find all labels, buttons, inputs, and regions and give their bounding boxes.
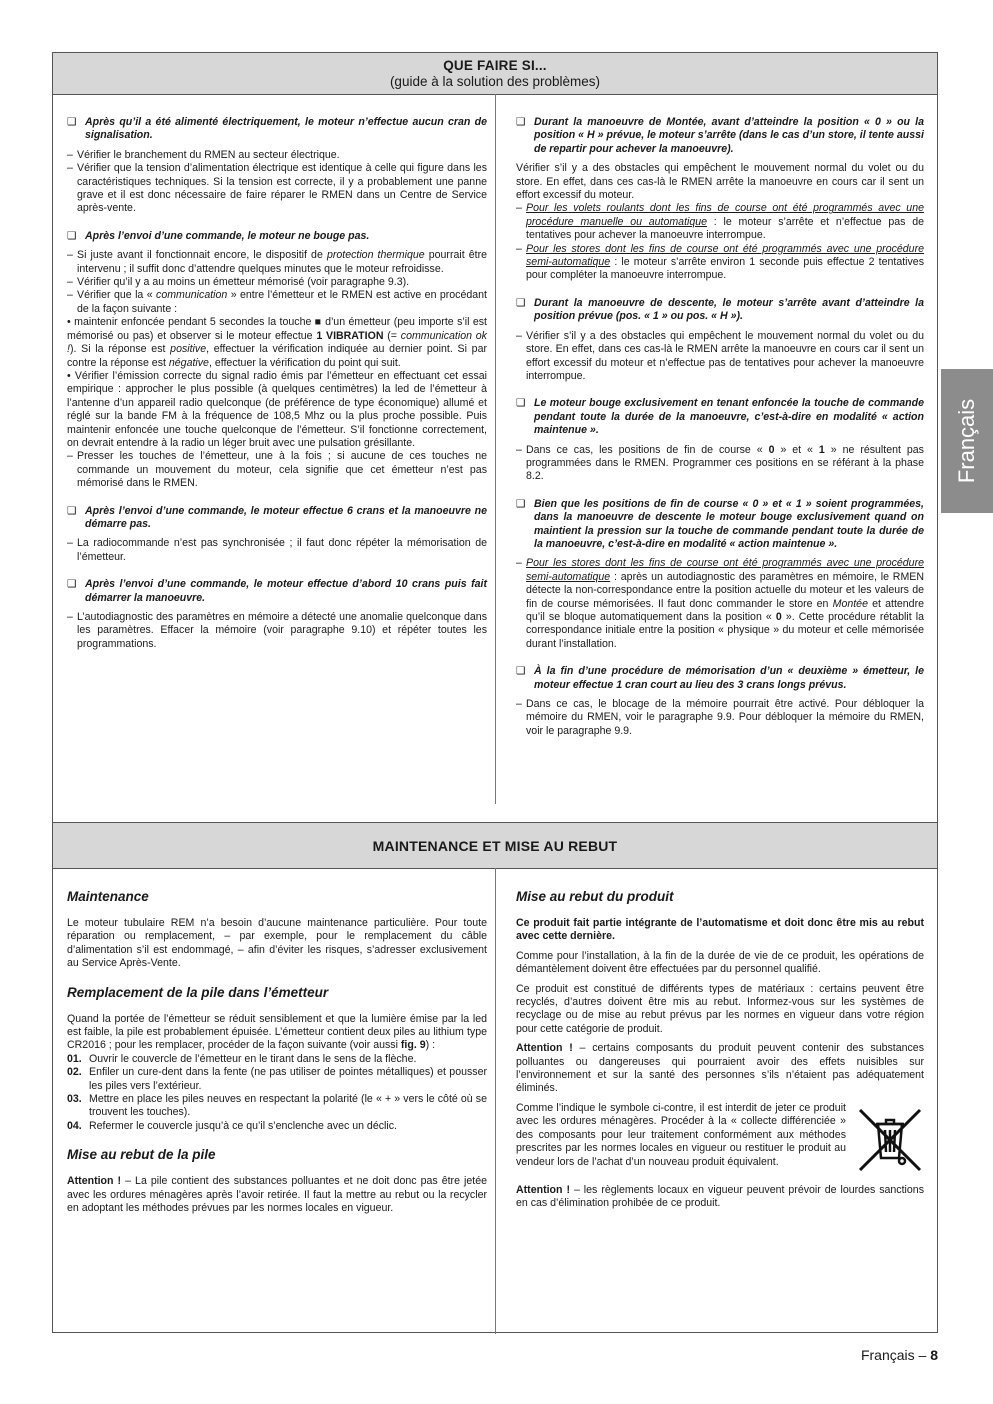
numbered-step: 01. Ouvrir le couvercle de l’émetteur en le tirant dans le sens de la flèche. xyxy=(67,1052,417,1065)
paragraph: Quand la portée de l’émetteur se réduit sensiblement et que la lumière émise par la led est faible, la pile est probablement épuisée. L’émetteur contient deux piles au lithium type CR2016 ; pour les remplacer, procéder de la façon suivante (voir aussi fig. 9) : xyxy=(67,1012,487,1052)
troubleshooting-right-column xyxy=(516,116,924,738)
question-heading: ❑ Durant la manoeuvre de Montée, avant d’atteindre la position « 0 » ou la position « H » prévue, le moteur s’arrête (dans le cas d’un store, il tente aussi de repartir pour achever la manoeuvre). xyxy=(516,116,924,155)
question-heading: ❑ Après l’envoi d’une commande, le moteur effectue d’abord 10 crans puis fait démarrer la manoeuvre. xyxy=(67,578,487,604)
column-divider-top xyxy=(495,94,496,804)
paragraph: Le moteur tubulaire REM n’a besoin d’aucune maintenance particulière. Pour toute réparation ou remplacement, – par exemple, pour le remplacement du câble d’alimentation s’il est endommagé, – afin d’éviter les risques, s’adresser exclusivement au Service Après-Vente. xyxy=(67,917,487,970)
numbered-step: 04. Refermer le couvercle jusqu’à ce qu’il s’enclenche avec un déclic. xyxy=(67,1119,397,1132)
list-item: – Pour les stores dont les fins de course ont été programmés avec une procédure semi-automatique : le moteur s’arrête environ 1 seconde puis effectue 2 tentatives pour compléter la manoeuvre interrompue. xyxy=(516,242,924,282)
paragraph: Comme l’indique le symbole ci-contre, il est interdit de jeter ce produit avec les ordures ménagères. Procéder à la « collecte différenciée » des composants pour leur traitement conformément aux méthodes prescrites par les normes locales en vigueur ou restituer le produit au vendeur lors de l’achat d’un nouveau produit équivalent. xyxy=(516,1102,924,1169)
checkbox-bullet-icon: ❑ xyxy=(516,497,526,510)
numbered-step: 02. Enfiler un cure-dent dans la fente (ne pas utiliser de pointes métalliques) et pousser les piles vers l’extérieur. xyxy=(67,1066,487,1092)
paragraph: Attention ! – certains composants du produit peuvent contenir des substances polluantes ou dangereuses qui pourraient avoir des effets nuisibles sur l’environnement et sur la santé des personnes s’ils n’étaient pas adéquatement éliminés. xyxy=(516,1042,924,1095)
question-heading: ❑ À la fin d’une procédure de mémorisation d’un « deuxième » émetteur, le moteur effectue 1 cran court au lieu des 3 crans longs prévus. xyxy=(516,665,924,691)
maintenance-header xyxy=(53,822,937,869)
language-tab-label: Français xyxy=(954,398,979,484)
page-footer xyxy=(861,1347,938,1363)
sub-paragraph: • maintenir enfoncée pendant 5 secondes la touche ■ d’un émetteur (peu importe s’il est mémorisé ou pas) et observer si le moteur effectue 1 VIBRATION (= communication ok !). Si la réponse est positive, effectuer la vérification indiquée au dernier point. Si par contre la réponse est négative, effectuer la vérification du point qui suit. xyxy=(67,316,487,369)
list-item: – Vérifier qu’il y a au moins un émetteur mémorisé (voir paragraphe 9.3). xyxy=(67,276,410,289)
footer-language: Français – xyxy=(860,1347,931,1363)
list-item: – Vérifier le branchement du RMEN au secteur électrique. xyxy=(67,148,340,161)
section-heading: Mise au rebut du produit xyxy=(516,889,674,904)
list-item: – Dans ce cas, le blocage de la mémoire pourrait être activé. Pour débloquer la mémoire du RMEN, voir le paragraphe 9.9. Pour débloquer la mémoire du RMEN, voir le paragraphe 9.9. xyxy=(516,698,924,737)
troubleshooting-title: QUE FAIRE SI... xyxy=(443,58,547,73)
list-item: – Pour les volets roulants dont les fins de course ont été programmés avec une procédure manuelle ou automatique : le moteur s’arrête et n’effectue pas de tentatives pour achever la manoeuvre interrompue. xyxy=(516,202,924,242)
paragraph: Vérifier s’il y a des obstacles qui empêchent le mouvement normal du volet ou du store. En effet, dans ces cas-là le RMEN arrête la manoeuvre en cours car il sent un effort excessif du moteur. xyxy=(516,162,924,202)
question-heading: ❑ Après qu’il a été alimenté électriquement, le moteur n’effectue aucun cran de signalisation. xyxy=(67,116,487,142)
list-item: – L’autodiagnostic des paramètres en mémoire a détecté une anomalie quelconque dans les paramètres. Effacer la mémoire (voir paragraphe 9.10) et répéter toutes les programmations. xyxy=(67,611,487,650)
maintenance-right-column xyxy=(516,889,924,1211)
maintenance-title: MAINTENANCE ET MISE AU REBUT xyxy=(372,838,618,854)
page-number: 8 xyxy=(930,1347,938,1363)
crossed-out-wheelie-bin-icon xyxy=(856,1106,924,1174)
list-item: – Vérifier s’il y a des obstacles qui empêchent le mouvement normal du volet ou du store. En effet, dans ces cas-là le RMEN arrête la manoeuvre en cours car il sent un effort excessif du moteur et n’effectue pas de tentatives pour achever la manoeuvre interrompue. xyxy=(516,329,924,382)
checkbox-bullet-icon: ❑ xyxy=(67,578,77,591)
sub-paragraph: • Vérifier l’émission correcte du signal radio émis par l’émetteur en effectuant cet essai empirique : approcher le plus possible (à quelques centimètres) la led de l’émetteur à l’antenne d’un appareil radio quelconque (de préférence de type économique) allumé et réglé sur la bande FM à la fréquence de 108,5 Mhz ou la plus proche possible. Puis maintenir enfoncée une touche quelconque de l’émetteur. S’il fonctionne correctement, on devrait entendre à la radio un léger bruit avec une pulsation grésillante. xyxy=(67,369,487,449)
question-heading: ❑ Après l’envoi d’une commande, le moteur ne bouge pas. xyxy=(67,229,370,242)
troubleshooting-left-column xyxy=(67,116,487,651)
maintenance-left-column xyxy=(67,889,487,1216)
column-divider-bottom xyxy=(495,868,496,1334)
list-item: – La radiocommande n’est pas synchronisée ; il faut donc répéter la mémorisation de l’émetteur. xyxy=(67,537,487,563)
paragraph: Comme pour l’installation, à la fin de la durée de vie de ce produit, les opérations de démantèlement doivent être effectuées par du personnel qualifié. xyxy=(516,949,924,976)
question-heading: ❑ Durant la manoeuvre de descente, le moteur s’arrête avant d’atteindre la position prévue (pos. « 1 » ou pos. « H »). xyxy=(516,296,924,323)
section-heading: Mise au rebut de la pile xyxy=(67,1147,216,1163)
section-heading: Maintenance xyxy=(67,889,149,904)
list-item: – Vérifier que la « communication » entre l’émetteur et le RMEN est active en procédant de la façon suivante : xyxy=(67,289,487,315)
list-item: – Dans ce cas, les positions de fin de course « 0 » et « 1 » ne résultent pas programmées dans le RMEN. Programmer ces positions en se référant à la phase 8.2. xyxy=(516,443,924,483)
checkbox-bullet-icon: ❑ xyxy=(516,397,526,410)
troubleshooting-header xyxy=(53,53,937,95)
list-item: – Vérifier que la tension d’alimentation électrique est identique à celle qui figure dans les caractéristiques techniques. Si la tension est correcte, il y a probablement une panne grave et il est donc nécessaire de faire réparer le RMEN dans un Centre de Service après-vente. xyxy=(67,162,487,215)
page-frame xyxy=(52,52,938,1333)
numbered-step: 03. Mettre en place les piles neuves en respectant la polarité (le « + » vers le côté où se trouvent les touches). xyxy=(67,1093,487,1119)
troubleshooting-subtitle: (guide à la solution des problèmes) xyxy=(389,74,601,89)
checkbox-bullet-icon: ❑ xyxy=(516,116,526,128)
section-heading: Remplacement de la pile dans l’émetteur xyxy=(67,984,329,1000)
question-heading: ❑ Bien que les positions de fin de course « 0 » et « 1 » soient programmées, dans la manoeuvre de descente le moteur bouge exclusivement quand on maintient la pression sur la touche de commande pendant toute la durée de la manoeuvre, c’est-à-dire en modalité « action maintenue ». xyxy=(516,497,924,550)
list-item: – Presser les touches de l’émetteur, une à la fois ; si aucune de ces touches ne commande un mouvement du moteur, cela signifie que cet émetteur n’est pas mémorisé dans le RMEN. xyxy=(67,450,487,490)
question-heading: ❑ Après l’envoi d’une commande, le moteur effectue 6 crans et la manoeuvre ne démarre pas. xyxy=(67,504,487,530)
list-item: – Pour les stores dont les fins de course ont été programmés avec une procédure semi-automatique : après un autodiagnostic des paramètres en mémoire, le RMEN détecte la non-correspondance entre la position actuelle du moteur et les valeurs de fin de course mémorisées. Il faut donc commander le store en Montée et attendre qu’il se bloque automatiquement dans la position « 0 ». Cette procédure rétablit la correspondance initiale entre la position « physique » du moteur et celle mémorisée durant l’installation. xyxy=(516,557,924,650)
question-heading: ❑ Le moteur bouge exclusivement en tenant enfoncée la touche de commande pendant toute la durée de la manoeuvre, c’est-à-dire en modalité « action maintenue ». xyxy=(516,397,924,437)
paragraph: Ce produit fait partie intégrante de l’automatisme et doit donc être mis au rebut avec cette dernière. xyxy=(516,917,924,943)
list-item: – Si juste avant il fonctionnait encore, le dispositif de protection thermique pourrait être intervenu ; il suffit donc d’attendre quelques minutes que le moteur refroidisse. xyxy=(67,249,487,275)
checkbox-bullet-icon: ❑ xyxy=(516,665,526,678)
paragraph: Ce produit est constitué de différents types de matériaux : certains peuvent être recyclés, d’autres doivent être mis au rebut. Informez-vous sur les systèmes de recyclage ou de mise au rebut prévus par les normes en vigueur dans votre région pour cette catégorie de produit. xyxy=(516,982,924,1035)
paragraph: Attention ! – La pile contient des substances polluantes et ne doit donc pas être jetée avec les ordures ménagères après l’avoir retirée. Il faut la mettre au rebut ou la recycler en adoptant les méthodes prévues par les normes locales en vigueur. xyxy=(67,1175,487,1215)
checkbox-bullet-icon: ❑ xyxy=(67,504,77,517)
paragraph: Attention ! – les règlements locaux en vigueur peuvent prévoir de lourdes sanctions en cas d’élimination prohibée de ce produit. xyxy=(516,1183,924,1210)
checkbox-bullet-icon: ❑ xyxy=(67,116,77,128)
language-side-tab xyxy=(941,369,993,513)
checkbox-bullet-icon: ❑ xyxy=(67,229,77,242)
checkbox-bullet-icon: ❑ xyxy=(516,296,526,309)
